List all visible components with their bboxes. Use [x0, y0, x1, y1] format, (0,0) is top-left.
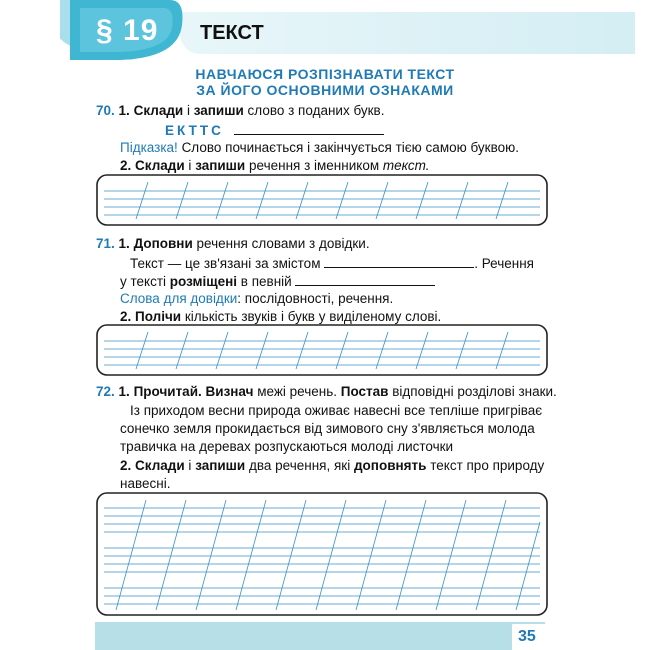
ex70-number: 70. [96, 103, 115, 118]
ex70-letters: ЕКТТС [165, 123, 224, 138]
ex70-letters-row [165, 122, 384, 139]
ex72-writing-area[interactable] [96, 492, 548, 616]
ex71-sentence-2: у тексті розміщені в певній [120, 273, 435, 290]
ex72-paragraph-line-3: травичка на деревах розпускаються молоді листочки [120, 439, 454, 454]
ex70-hint: Підказка! Слово починається і закінчується тією самою буквою. [120, 140, 519, 155]
ex72-task2: 2. Склади і запиши два речення, які доповнять текст про природу [120, 458, 545, 473]
ex72-task2-cont: навесні. [120, 476, 171, 491]
ex72-paragraph-line-2: сонечко земля прокидається від зимового сну з'являється молода [120, 421, 535, 436]
subtitle-line-2: ЗА ЙОГО ОСНОВНИМИ ОЗНАКАМИ [196, 82, 454, 98]
ex72-task1: 72. 1. Прочитай. Визнач межі речень. Постав відповідні розділові знаки. [96, 384, 557, 399]
footer-band [95, 622, 545, 650]
ex70-task2: 2. Склади і запиши речення з іменником текст. [120, 158, 430, 173]
section-number: § 19 [96, 14, 159, 47]
ex70-answer-blank[interactable] [234, 122, 384, 135]
ex71-help-label: Слова для довідки [120, 291, 238, 306]
ex72-paragraph-line-1: Із приходом весни природа оживає навесні все тепліше пригріває [130, 403, 543, 418]
ex71-sentence-1: Текст — це зв'язані за змістом . Речення [130, 256, 534, 271]
ex71-task2: 2. Полічи кількість звуків і букв у виділеному слові. [120, 309, 442, 324]
ex72-number: 72. [96, 384, 115, 399]
ex71-number: 71. [96, 236, 115, 251]
ex70-hint-label: Підказка! [120, 140, 178, 155]
section-title: ТЕКСТ [200, 22, 264, 44]
ex71-task1: 71. 1. Доповни речення словами з довідки. [96, 236, 370, 251]
lesson-subtitle [120, 66, 530, 98]
page-number: 35 [518, 628, 536, 645]
ex70-task1: 70. 1. Склади і запиши слово з поданих букв. [96, 103, 385, 118]
subtitle-line-1: НАВЧАЮСЯ РОЗПІЗНАВАТИ ТЕКСТ [195, 66, 455, 82]
ex71-writing-area[interactable] [96, 324, 548, 376]
ex71-blank-1[interactable] [324, 255, 474, 268]
ex70-writing-area[interactable] [96, 174, 548, 226]
ex71-blank-2[interactable] [295, 273, 435, 286]
ex71-help: Слова для довідки: послідовності, речення. [120, 291, 394, 306]
